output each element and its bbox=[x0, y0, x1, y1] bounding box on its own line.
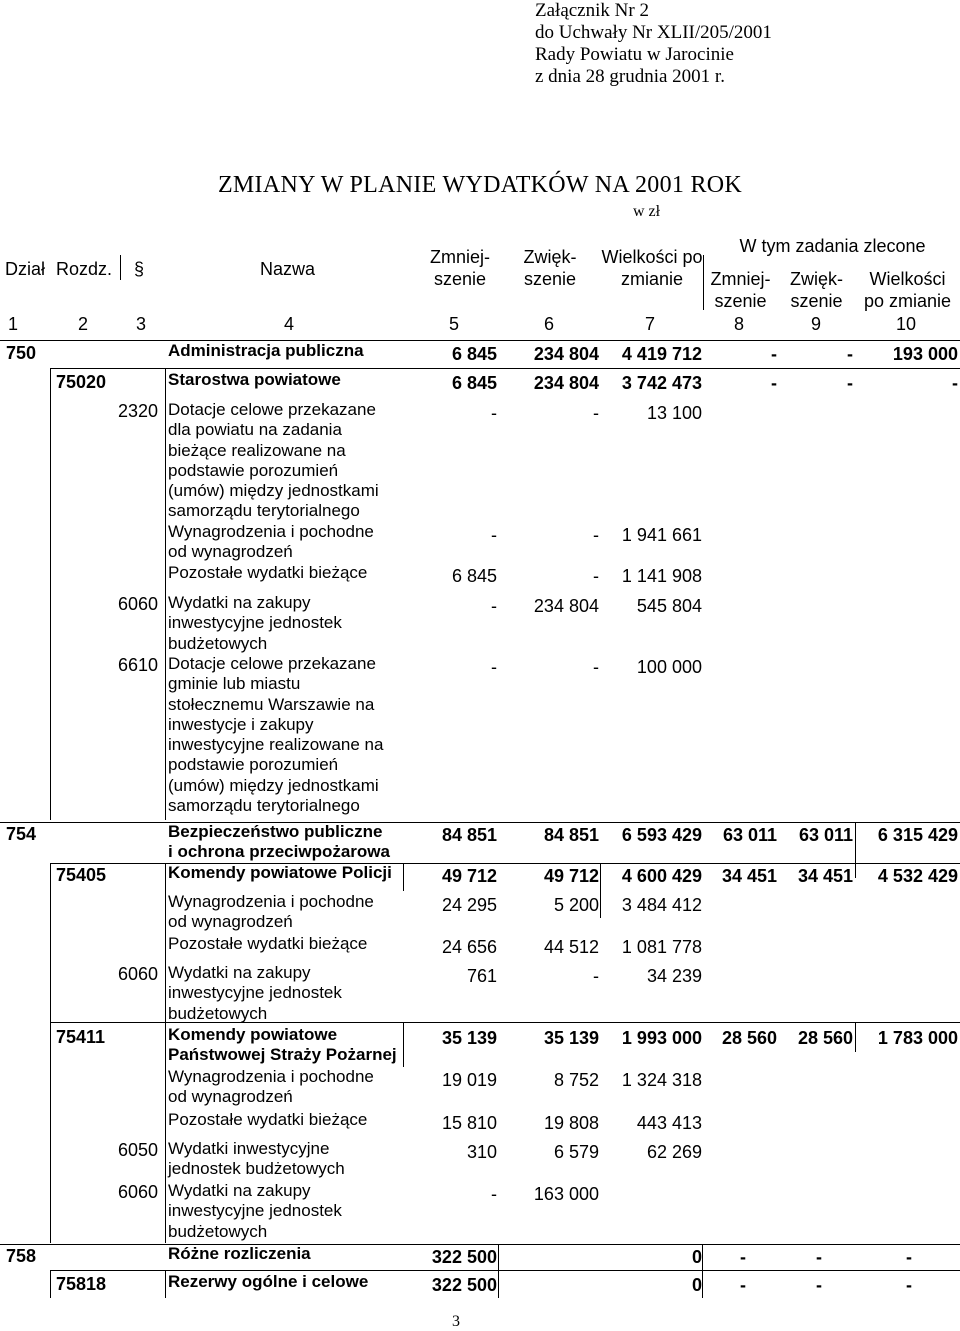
page-number: 3 bbox=[452, 1313, 460, 1330]
col-zwiekszenie-header: Zwięk- szenie bbox=[523, 247, 577, 289]
row-value: 84 851 bbox=[441, 825, 497, 845]
row-value: 1 081 778 bbox=[621, 937, 702, 957]
row-name: Komendy powiatowe Państwowej Straży Pożarnej bbox=[168, 1025, 397, 1065]
row-value: 44 512 bbox=[543, 937, 599, 957]
row-value: 13 100 bbox=[646, 403, 702, 423]
col-number: 10 bbox=[895, 314, 917, 334]
row-value: - bbox=[816, 1247, 822, 1267]
row-rozdz: 75405 bbox=[56, 865, 107, 885]
row-name: Wydatki na zakupy inwestycyjne jednostek budżetowych bbox=[168, 1181, 342, 1241]
row-value: 4 419 712 bbox=[621, 344, 702, 364]
row-name: Starostwa powiatowe bbox=[168, 370, 341, 389]
row-value: 6 579 bbox=[553, 1142, 599, 1162]
row-value: - bbox=[593, 657, 599, 677]
row-name: Wydatki inwestycyjne jednostek budżetowych bbox=[168, 1139, 345, 1179]
col-number: 9 bbox=[810, 314, 821, 334]
row-value: 100 000 bbox=[636, 657, 702, 677]
row-value: - bbox=[491, 403, 497, 423]
row-value: - bbox=[816, 1275, 822, 1295]
unit-label: w zł bbox=[633, 203, 661, 220]
row-value: 0 bbox=[691, 1247, 702, 1267]
row-value: 6 845 bbox=[451, 373, 497, 393]
row-value: 34 451 bbox=[797, 866, 853, 886]
col-nazwa-header: Nazwa bbox=[260, 259, 316, 279]
row-value: 19 808 bbox=[543, 1113, 599, 1133]
row-name: Wynagrodzenia i pochodne od wynagrodzeń bbox=[168, 522, 374, 562]
annex-header bbox=[535, 0, 772, 88]
table-divider bbox=[855, 1022, 856, 1052]
row-value: 1 141 908 bbox=[621, 566, 702, 586]
row-value: - bbox=[847, 344, 853, 364]
row-value: - bbox=[593, 525, 599, 545]
col-para-header: § bbox=[134, 259, 145, 279]
row-name: Wydatki na zakupy inwestycyjne jednostek budżetowych bbox=[168, 963, 342, 1023]
row-value: 5 200 bbox=[553, 895, 599, 915]
row-name: Dotacje celowe przekazane gminie lub miastu stołecznemu Warszawie na inwestycje i zakupy inwestycyjne realizowane na podstawie porozumień (umów) między jednostkami samorządu terytorialnego bbox=[168, 654, 384, 816]
row-value: - bbox=[906, 1247, 912, 1267]
col-number: 2 bbox=[77, 314, 88, 334]
table-divider bbox=[855, 823, 856, 878]
row-value: - bbox=[593, 566, 599, 586]
row-value: 322 500 bbox=[431, 1275, 497, 1295]
row-value: 49 712 bbox=[543, 866, 599, 886]
table-divider bbox=[600, 863, 601, 918]
col-number: 3 bbox=[135, 314, 146, 334]
row-value: 6 845 bbox=[451, 566, 497, 586]
col-zmniejszenie-header: Zmniej- szenie bbox=[429, 247, 490, 289]
row-value: 28 560 bbox=[721, 1028, 777, 1048]
row-value: - bbox=[491, 1184, 497, 1204]
row-name: Pozostałe wydatki bieżące bbox=[168, 1110, 368, 1129]
row-para: 6050 bbox=[118, 1140, 159, 1160]
row-value: 0 bbox=[691, 1275, 702, 1295]
table-divider bbox=[50, 1270, 51, 1298]
col-number: 1 bbox=[7, 314, 18, 334]
row-rozdz: 75020 bbox=[56, 372, 107, 392]
row-value: 4 600 429 bbox=[621, 866, 702, 886]
col-z-zwiekszenie-header: Zwięk- szenie bbox=[790, 269, 843, 311]
row-value: 545 804 bbox=[636, 596, 702, 616]
row-name: Bezpieczeństwo publiczne i ochrona przeciwpożarowa bbox=[168, 822, 390, 862]
table-divider bbox=[165, 1270, 166, 1298]
row-value: 28 560 bbox=[797, 1028, 853, 1048]
table-divider bbox=[498, 1244, 499, 1298]
row-value: 34 239 bbox=[646, 966, 702, 986]
col-wielkosci-header: Wielkości po zmianie bbox=[601, 247, 703, 289]
col-z-wielkosci-header: Wielkości po zmianie bbox=[863, 269, 952, 311]
table-divider bbox=[0, 1244, 960, 1245]
row-value: - bbox=[491, 596, 497, 616]
col-number: 5 bbox=[448, 314, 459, 334]
row-value: 24 656 bbox=[441, 937, 497, 957]
table-divider bbox=[703, 255, 704, 310]
row-name: Rezerwy ogólne i celowe bbox=[168, 1272, 369, 1291]
table-divider bbox=[50, 368, 51, 820]
table-divider bbox=[0, 340, 960, 341]
row-value: - bbox=[952, 373, 958, 393]
row-dzial: 754 bbox=[6, 824, 37, 844]
col-zlecone-header: W tym zadania zlecone bbox=[739, 236, 926, 256]
row-value: - bbox=[740, 1275, 746, 1295]
row-name: Różne rozliczenia bbox=[168, 1244, 311, 1263]
row-value: 49 712 bbox=[441, 866, 497, 886]
row-value: - bbox=[740, 1247, 746, 1267]
annex-line: do Uchwały Nr XLII/205/2001 bbox=[535, 22, 772, 43]
annex-line: Załącznik Nr 2 bbox=[535, 0, 649, 21]
row-value: 234 804 bbox=[533, 373, 599, 393]
row-value: 1 941 661 bbox=[621, 525, 702, 545]
row-value: 234 804 bbox=[533, 344, 599, 364]
row-value: - bbox=[906, 1275, 912, 1295]
row-rozdz: 75818 bbox=[56, 1274, 107, 1294]
table-divider bbox=[0, 822, 960, 823]
row-value: 62 269 bbox=[646, 1142, 702, 1162]
row-value: 6 315 429 bbox=[877, 825, 958, 845]
row-value: 761 bbox=[466, 966, 497, 986]
row-value: 1 783 000 bbox=[877, 1028, 958, 1048]
row-value: 193 000 bbox=[892, 344, 958, 364]
row-value: 3 742 473 bbox=[621, 373, 702, 393]
row-value: - bbox=[593, 966, 599, 986]
row-value: 3 484 412 bbox=[621, 895, 702, 915]
row-value: - bbox=[771, 373, 777, 393]
row-name: Wydatki na zakupy inwestycyjne jednostek budżetowych bbox=[168, 593, 342, 653]
row-value: - bbox=[491, 657, 497, 677]
col-z-zmniejszenie-header: Zmniej- szenie bbox=[710, 269, 771, 311]
row-value: 4 532 429 bbox=[877, 866, 958, 886]
row-value: 24 295 bbox=[441, 895, 497, 915]
row-value: 1 324 318 bbox=[621, 1070, 702, 1090]
row-para: 6060 bbox=[118, 1182, 159, 1202]
row-value: 6 593 429 bbox=[621, 825, 702, 845]
col-number: 4 bbox=[283, 314, 294, 334]
row-value: - bbox=[771, 344, 777, 364]
row-value: 63 011 bbox=[798, 825, 853, 845]
row-value: 234 804 bbox=[533, 596, 599, 616]
row-value: 35 139 bbox=[543, 1028, 599, 1048]
row-value: 310 bbox=[466, 1142, 497, 1162]
table-divider bbox=[165, 368, 166, 820]
row-value: 35 139 bbox=[441, 1028, 497, 1048]
table-divider bbox=[50, 368, 960, 369]
row-para: 6060 bbox=[118, 594, 159, 614]
row-value: 1 993 000 bbox=[621, 1028, 702, 1048]
row-dzial: 750 bbox=[6, 343, 37, 363]
document-title: ZMIANY W PLANIE WYDATKÓW NA 2001 ROK bbox=[217, 172, 743, 198]
row-name: Administracja publiczna bbox=[168, 341, 364, 360]
table-divider bbox=[165, 863, 166, 1243]
table-divider bbox=[50, 1270, 960, 1271]
row-value: - bbox=[847, 373, 853, 393]
table-divider bbox=[120, 255, 121, 280]
row-para: 6060 bbox=[118, 964, 159, 984]
annex-line: z dnia 28 grudnia 2001 r. bbox=[535, 66, 725, 87]
row-para: 2320 bbox=[118, 401, 159, 421]
row-dzial: 758 bbox=[6, 1246, 37, 1266]
row-value: 15 810 bbox=[441, 1113, 497, 1133]
row-value: 84 851 bbox=[543, 825, 599, 845]
row-value: 443 413 bbox=[636, 1113, 702, 1133]
col-number: 6 bbox=[543, 314, 554, 334]
table-divider bbox=[50, 863, 51, 1243]
row-value: 34 451 bbox=[721, 866, 777, 886]
row-name: Wynagrodzenia i pochodne od wynagrodzeń bbox=[168, 1067, 374, 1107]
col-rozdz-header: Rozdz. bbox=[56, 259, 113, 279]
row-value: 19 019 bbox=[441, 1070, 497, 1090]
row-name: Komendy powiatowe Policji bbox=[168, 863, 392, 882]
col-dzial-header: Dział bbox=[5, 259, 46, 279]
row-name: Pozostałe wydatki bieżące bbox=[168, 934, 368, 953]
row-name: Pozostałe wydatki bieżące bbox=[168, 563, 368, 582]
row-value: - bbox=[593, 403, 599, 423]
row-para: 6610 bbox=[118, 655, 159, 675]
row-value: - bbox=[491, 525, 497, 545]
row-value: 322 500 bbox=[431, 1247, 497, 1267]
row-value: 8 752 bbox=[553, 1070, 599, 1090]
col-number: 8 bbox=[733, 314, 744, 334]
row-name: Wynagrodzenia i pochodne od wynagrodzeń bbox=[168, 892, 374, 932]
row-name: Dotacje celowe przekazane dla powiatu na zadania bieżące realizowane na podstawie porozumień (umów) między jednostkami samorządu terytorialnego bbox=[168, 400, 379, 521]
row-value: 6 845 bbox=[451, 344, 497, 364]
annex-line: Rady Powiatu w Jarocinie bbox=[535, 44, 734, 65]
row-rozdz: 75411 bbox=[56, 1027, 106, 1047]
row-value: 63 011 bbox=[722, 825, 777, 845]
row-value: 163 000 bbox=[533, 1184, 599, 1204]
col-number: 7 bbox=[644, 314, 655, 334]
